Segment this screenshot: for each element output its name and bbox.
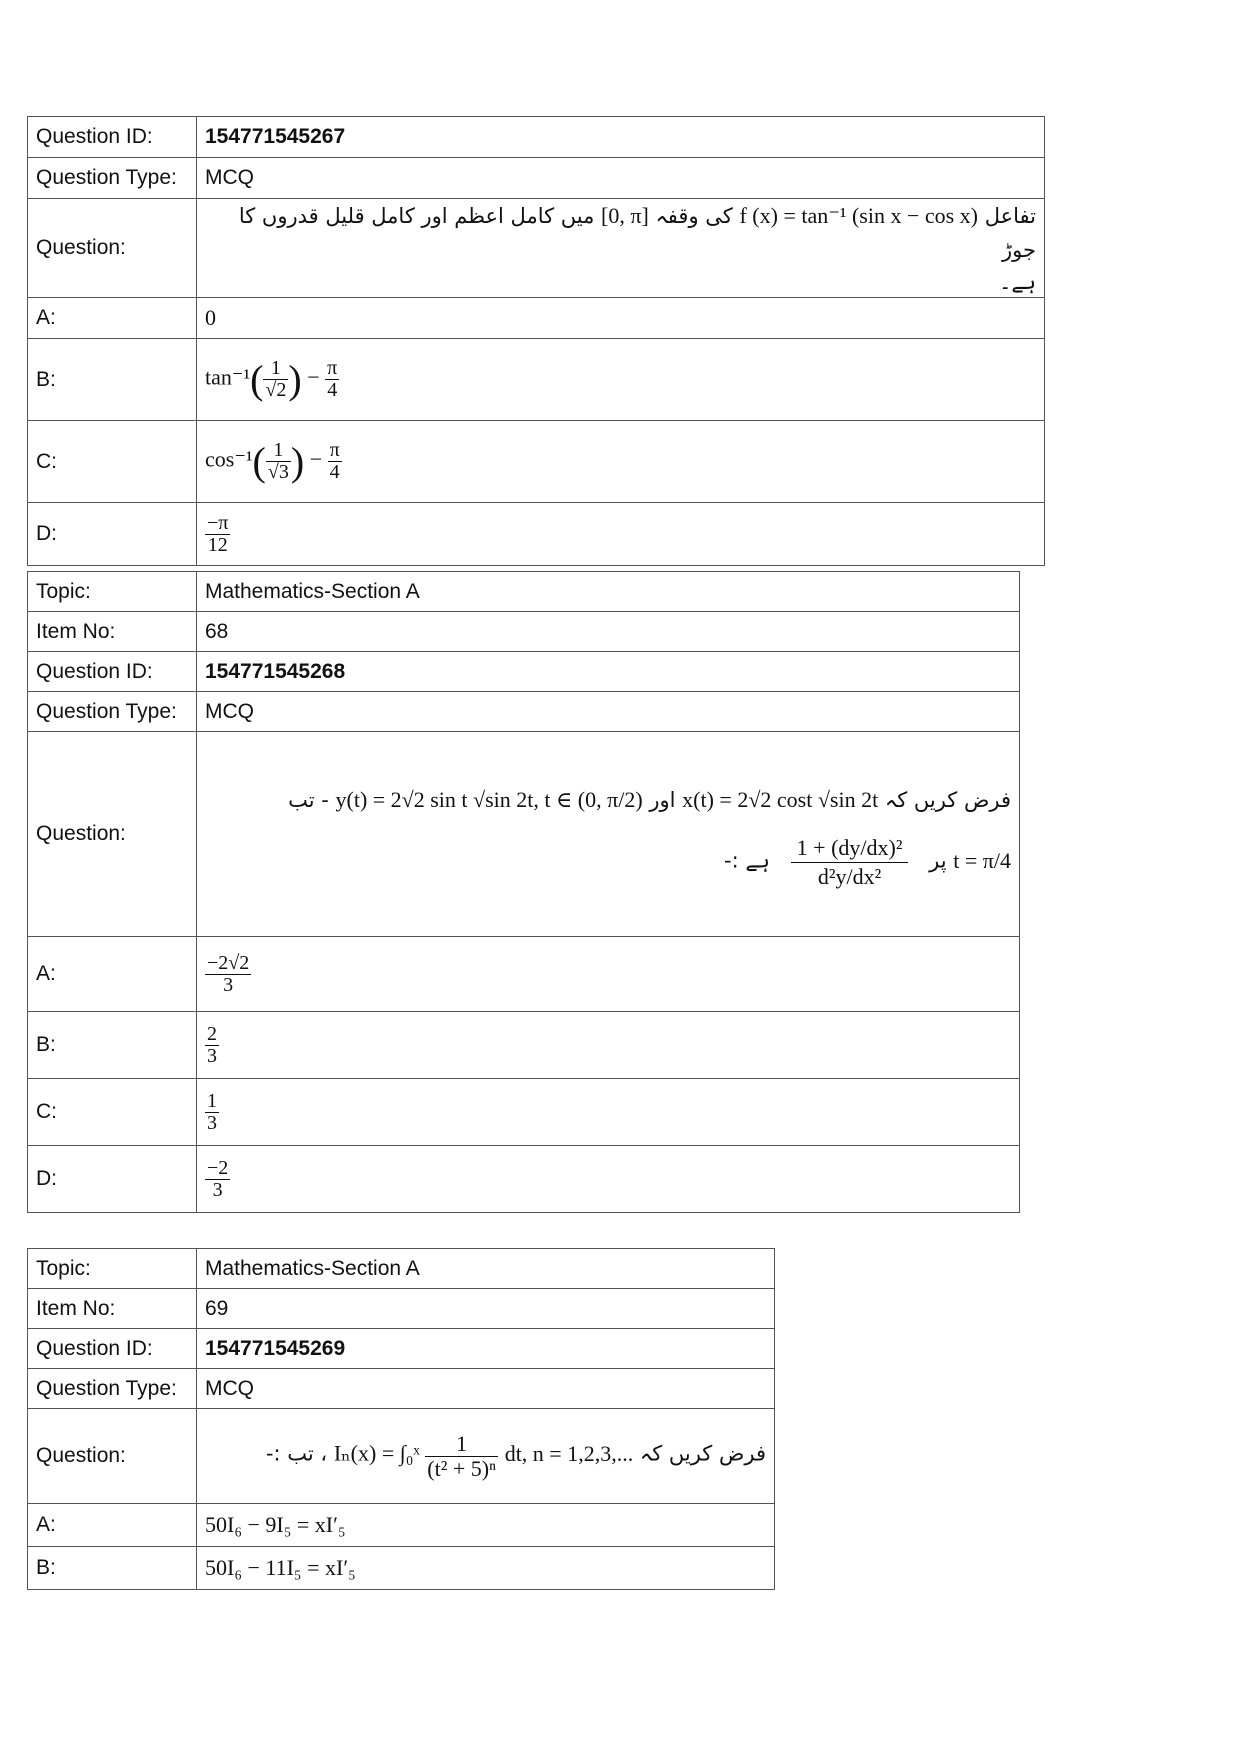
question-table-67: [27, 116, 1045, 566]
item-no-value: 69: [197, 1289, 775, 1329]
question-urdu-1: فرض کریں کہ: [639, 1442, 766, 1467]
option-b-minus: −: [307, 364, 320, 390]
option-a-label: A:: [28, 298, 197, 339]
question-math-2: [0, π]: [601, 203, 649, 228]
question-label: Question:: [28, 732, 197, 937]
question-urdu-4: ہے۔: [999, 270, 1036, 294]
option-a-value: [197, 937, 1020, 1012]
option-a-num: −2√2: [207, 951, 250, 974]
line2-urdu-2: ہے :-: [724, 849, 770, 873]
option-d-label: D:: [28, 1146, 197, 1213]
line2-expr-den: d²y/dx²: [817, 863, 882, 889]
question-id-value: 154771545268: [197, 652, 1020, 692]
option-a-label: A:: [28, 1504, 197, 1547]
question-id-value: 154771545269: [197, 1329, 775, 1369]
option-b-num: 2: [207, 1022, 217, 1045]
topic-label: Topic:: [28, 572, 197, 612]
topic-value: Mathematics-Section A: [197, 572, 1020, 612]
line1-urdu-3: - تب: [288, 788, 329, 813]
topic-value: Mathematics-Section A: [197, 1249, 775, 1289]
option-c-value: [197, 1079, 1020, 1146]
question-table-68: [27, 571, 1020, 1213]
question-math-num: 1: [425, 1432, 498, 1456]
option-c-label: C:: [28, 421, 197, 503]
question-urdu-2: کی وقفہ: [655, 204, 733, 228]
option-c-num: 1: [266, 440, 291, 462]
option-b-value: 50I₆ − 11I₅ = xI′₅: [197, 1547, 775, 1590]
option-c-minus: −: [309, 446, 323, 472]
question-type-value: MCQ: [197, 1369, 775, 1409]
question-id-label: Question ID:: [28, 1329, 197, 1369]
question-type-label: Question Type:: [28, 158, 197, 199]
question-type-label: Question Type:: [28, 1369, 197, 1409]
question-label: Question:: [28, 1409, 197, 1504]
question-type-value: MCQ: [197, 692, 1020, 732]
question-math-integral: [334, 1432, 498, 1479]
option-a-label: A:: [28, 937, 197, 1012]
option-a-den: 3: [223, 973, 234, 996]
option-b-label: B:: [28, 1547, 197, 1590]
option-c-label: C:: [28, 1079, 197, 1146]
option-b-prefix: tan⁻¹: [205, 364, 251, 390]
option-c-pi: π: [329, 439, 340, 461]
line1-urdu-1: فرض کریں کہ: [884, 788, 1011, 813]
option-b-value: tan⁻¹( $\frac{1}{√2}$ ) − $\frac{\pi}{4}$: [197, 339, 1045, 421]
question-math-1: dt, n = 1,2,3,...: [504, 1441, 634, 1467]
option-d-value: [197, 1146, 1020, 1213]
line2-urdu-1: پر: [929, 849, 947, 873]
question-id-label: Question ID:: [28, 652, 197, 692]
question-urdu-2: ، تب :-: [265, 1442, 328, 1467]
option-b-num: 1: [263, 358, 288, 380]
option-d-value: [197, 503, 1045, 566]
option-a-value: 50I₆ − 9I₅ = xI′₅: [197, 1504, 775, 1547]
item-no-label: Item No:: [28, 612, 197, 652]
question-text: [197, 1409, 775, 1504]
question-math-1: f (x) = tan⁻¹ (sin x − cos x): [739, 203, 978, 228]
question-math-den: (t² + 5)ⁿ: [427, 1455, 496, 1481]
option-c-four: 4: [329, 461, 340, 483]
option-c-prefix: cos⁻¹: [205, 446, 253, 472]
line2-math-t: t = π/4: [953, 848, 1011, 873]
topic-label: Topic:: [28, 1249, 197, 1289]
line1-urdu-2: اور: [649, 788, 676, 813]
option-c-den: √3: [267, 461, 289, 483]
question-urdu-1: تفاعل: [984, 204, 1036, 228]
question-label: Question:: [28, 199, 197, 298]
question-id-value: 154771545267: [197, 117, 1045, 158]
item-no-label: Item No:: [28, 1289, 197, 1329]
option-d-den: 3: [212, 1178, 223, 1201]
option-b-label: B:: [28, 1012, 197, 1079]
option-d-label: D:: [28, 503, 197, 566]
option-b-den: 3: [207, 1044, 217, 1067]
question-type-label: Question Type:: [28, 692, 197, 732]
line2-expr-num: 1 + (dy/dx)²: [791, 834, 909, 862]
option-b-den: √2: [265, 379, 287, 401]
question-urdu-3: میں کامل اعظم اور کامل قلیل قدروں کا جوڑ: [238, 204, 1036, 262]
option-c-den: 3: [207, 1111, 217, 1134]
line1-math-x: x(t) = 2√2 cost √sin 2t: [682, 787, 879, 813]
option-b-label: B:: [28, 339, 197, 421]
option-b-value: [197, 1012, 1020, 1079]
item-no-value: 68: [197, 612, 1020, 652]
line2-expression: [791, 834, 909, 889]
option-a-value: 0: [197, 298, 1045, 339]
option-d-den: 12: [207, 533, 228, 556]
option-b-pi: π: [327, 357, 338, 379]
option-d-num: −2: [207, 1156, 229, 1179]
question-type-value: MCQ: [197, 158, 1045, 199]
question-table-69: [27, 1248, 775, 1590]
question-text: [197, 732, 1020, 937]
option-c-num: 1: [207, 1089, 217, 1112]
option-d-num: −π: [207, 511, 229, 534]
question-text: [197, 199, 1045, 298]
question-id-label: Question ID:: [28, 117, 197, 158]
line1-math-y: y(t) = 2√2 sin t √sin 2t, t ∈ (0, π/2): [335, 787, 643, 813]
option-b-four: 4: [327, 379, 338, 401]
question-math-int: Iₙ(x) = ∫₀ˣ: [333, 1441, 420, 1467]
option-c-value: cos⁻¹( $\frac{1}{√3}$ ) − $\frac{\pi}{4}$: [197, 421, 1045, 503]
